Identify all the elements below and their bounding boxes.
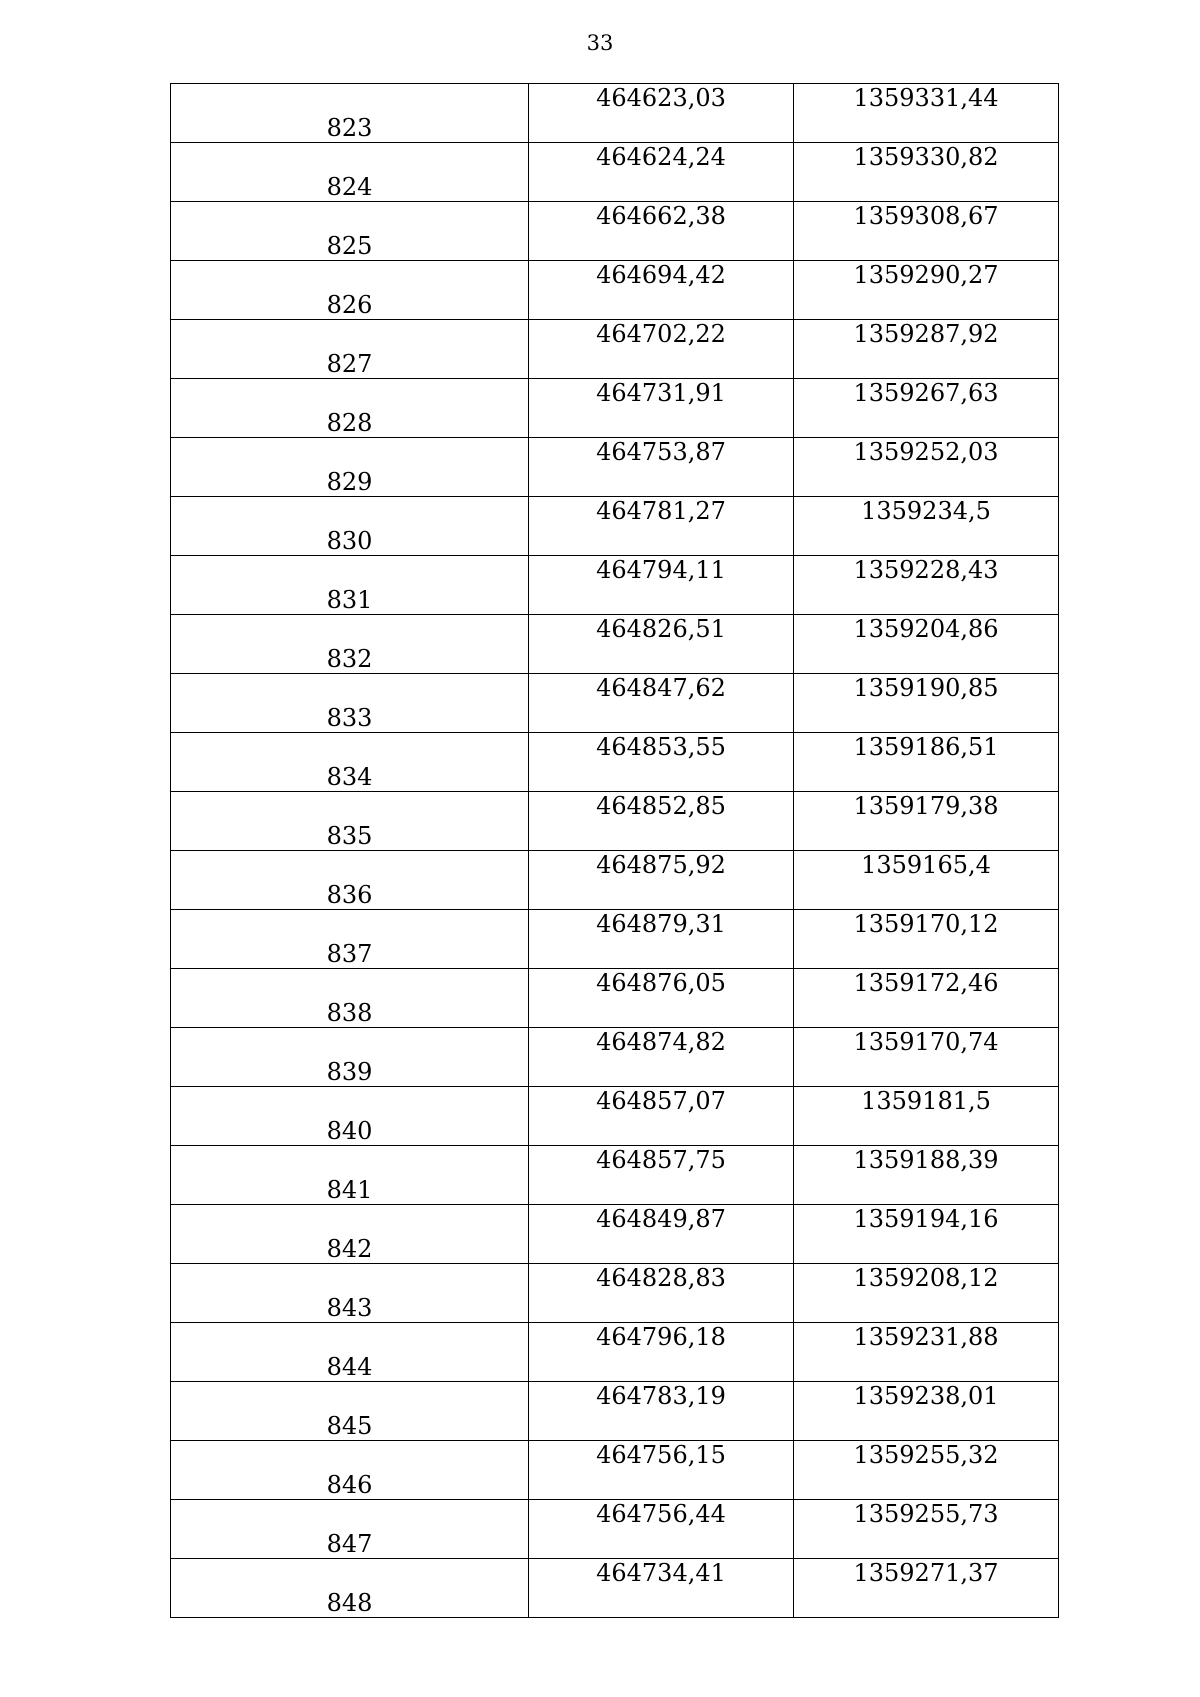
table-row — [171, 674, 1059, 733]
table-row — [171, 1441, 1059, 1500]
x-coordinate-cell: 464849,87 — [529, 1205, 794, 1264]
table-row — [171, 1559, 1059, 1618]
x-coordinate-cell: 464702,22 — [529, 320, 794, 379]
point-number-cell: 827 — [171, 320, 529, 379]
table-row — [171, 84, 1059, 143]
x-coordinate-cell: 464853,55 — [529, 733, 794, 792]
x-coordinate-cell: 464847,62 — [529, 674, 794, 733]
x-coordinate-cell: 464662,38 — [529, 202, 794, 261]
point-number-cell: 841 — [171, 1146, 529, 1205]
y-coordinate-cell: 1359255,32 — [794, 1441, 1059, 1500]
point-number-cell: 829 — [171, 438, 529, 497]
x-coordinate-cell: 464694,42 — [529, 261, 794, 320]
point-number-cell: 845 — [171, 1382, 529, 1441]
y-coordinate-cell: 1359271,37 — [794, 1559, 1059, 1618]
table-row — [171, 556, 1059, 615]
table-row — [171, 202, 1059, 261]
point-number-cell: 825 — [171, 202, 529, 261]
table-row — [171, 320, 1059, 379]
coordinates-table — [170, 83, 1059, 1618]
y-coordinate-cell: 1359188,39 — [794, 1146, 1059, 1205]
point-number-cell: 835 — [171, 792, 529, 851]
y-coordinate-cell: 1359208,12 — [794, 1264, 1059, 1323]
table-row — [171, 615, 1059, 674]
y-coordinate-cell: 1359252,03 — [794, 438, 1059, 497]
y-coordinate-cell: 1359255,73 — [794, 1500, 1059, 1559]
table-row — [171, 1264, 1059, 1323]
table-row — [171, 792, 1059, 851]
point-number-cell: 826 — [171, 261, 529, 320]
x-coordinate-cell: 464623,03 — [529, 84, 794, 143]
x-coordinate-cell: 464828,83 — [529, 1264, 794, 1323]
point-number-cell: 828 — [171, 379, 529, 438]
x-coordinate-cell: 464857,07 — [529, 1087, 794, 1146]
y-coordinate-cell: 1359170,74 — [794, 1028, 1059, 1087]
table-row — [171, 851, 1059, 910]
table-row — [171, 969, 1059, 1028]
y-coordinate-cell: 1359170,12 — [794, 910, 1059, 969]
point-number-cell: 823 — [171, 84, 529, 143]
y-coordinate-cell: 1359228,43 — [794, 556, 1059, 615]
x-coordinate-cell: 464826,51 — [529, 615, 794, 674]
page-number: 33 — [586, 31, 614, 55]
table-row — [171, 910, 1059, 969]
y-coordinate-cell: 1359331,44 — [794, 84, 1059, 143]
point-number-cell: 836 — [171, 851, 529, 910]
y-coordinate-cell: 1359308,67 — [794, 202, 1059, 261]
x-coordinate-cell: 464783,19 — [529, 1382, 794, 1441]
point-number-cell: 840 — [171, 1087, 529, 1146]
y-coordinate-cell: 1359165,4 — [794, 851, 1059, 910]
point-number-cell: 832 — [171, 615, 529, 674]
table-row — [171, 379, 1059, 438]
table-row — [171, 1205, 1059, 1264]
point-number-cell: 831 — [171, 556, 529, 615]
x-coordinate-cell: 464731,91 — [529, 379, 794, 438]
table-row — [171, 261, 1059, 320]
x-coordinate-cell: 464874,82 — [529, 1028, 794, 1087]
x-coordinate-cell: 464756,15 — [529, 1441, 794, 1500]
point-number-cell: 839 — [171, 1028, 529, 1087]
x-coordinate-cell: 464781,27 — [529, 497, 794, 556]
x-coordinate-cell: 464796,18 — [529, 1323, 794, 1382]
y-coordinate-cell: 1359181,5 — [794, 1087, 1059, 1146]
table-row — [171, 1500, 1059, 1559]
y-coordinate-cell: 1359287,92 — [794, 320, 1059, 379]
y-coordinate-cell: 1359238,01 — [794, 1382, 1059, 1441]
y-coordinate-cell: 1359267,63 — [794, 379, 1059, 438]
table-row — [171, 143, 1059, 202]
point-number-cell: 842 — [171, 1205, 529, 1264]
point-number-cell: 824 — [171, 143, 529, 202]
point-number-cell: 848 — [171, 1559, 529, 1618]
table-row — [171, 497, 1059, 556]
point-number-cell: 834 — [171, 733, 529, 792]
y-coordinate-cell: 1359234,5 — [794, 497, 1059, 556]
x-coordinate-cell: 464756,44 — [529, 1500, 794, 1559]
x-coordinate-cell: 464879,31 — [529, 910, 794, 969]
table-row — [171, 733, 1059, 792]
table-row — [171, 1146, 1059, 1205]
table-row — [171, 438, 1059, 497]
x-coordinate-cell: 464794,11 — [529, 556, 794, 615]
coordinates-table-body — [171, 84, 1059, 1618]
y-coordinate-cell: 1359231,88 — [794, 1323, 1059, 1382]
point-number-cell: 847 — [171, 1500, 529, 1559]
x-coordinate-cell: 464852,85 — [529, 792, 794, 851]
x-coordinate-cell: 464753,87 — [529, 438, 794, 497]
x-coordinate-cell: 464875,92 — [529, 851, 794, 910]
point-number-cell: 830 — [171, 497, 529, 556]
x-coordinate-cell: 464734,41 — [529, 1559, 794, 1618]
point-number-cell: 838 — [171, 969, 529, 1028]
y-coordinate-cell: 1359172,46 — [794, 969, 1059, 1028]
x-coordinate-cell: 464857,75 — [529, 1146, 794, 1205]
point-number-cell: 837 — [171, 910, 529, 969]
y-coordinate-cell: 1359330,82 — [794, 143, 1059, 202]
y-coordinate-cell: 1359204,86 — [794, 615, 1059, 674]
y-coordinate-cell: 1359194,16 — [794, 1205, 1059, 1264]
y-coordinate-cell: 1359190,85 — [794, 674, 1059, 733]
table-row — [171, 1087, 1059, 1146]
point-number-cell: 833 — [171, 674, 529, 733]
y-coordinate-cell: 1359186,51 — [794, 733, 1059, 792]
point-number-cell: 844 — [171, 1323, 529, 1382]
point-number-cell: 843 — [171, 1264, 529, 1323]
table-row — [171, 1382, 1059, 1441]
y-coordinate-cell: 1359290,27 — [794, 261, 1059, 320]
x-coordinate-cell: 464876,05 — [529, 969, 794, 1028]
table-row — [171, 1323, 1059, 1382]
table-row — [171, 1028, 1059, 1087]
y-coordinate-cell: 1359179,38 — [794, 792, 1059, 851]
point-number-cell: 846 — [171, 1441, 529, 1500]
x-coordinate-cell: 464624,24 — [529, 143, 794, 202]
